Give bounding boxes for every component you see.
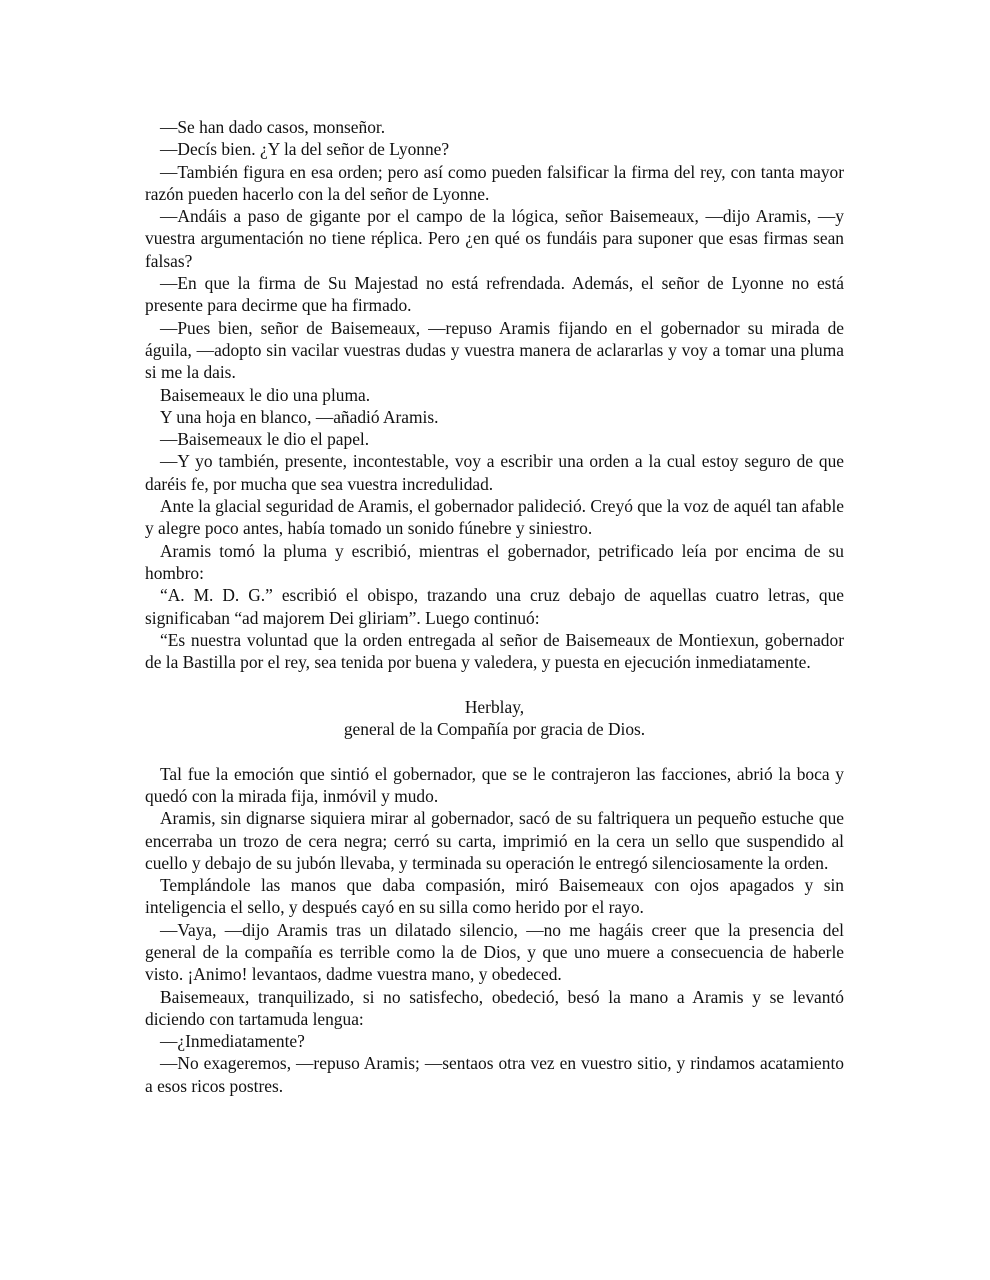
text-block-before (145, 116, 844, 673)
paragraph: Templándole las manos que daba compasión, miró Baisemeaux con ojos apagados y sin inteligencia el sello, y después cayó en su silla como herido por el rayo. (145, 875, 844, 918)
paragraph: Tal fue la emoción que sintió el gobernador, que se le contrajeron las facciones, abrió la boca y quedó con la mirada fija, inmóvil y mudo. (145, 763, 844, 806)
paragraph: —Y yo también, presente, incontestable, voy a escribir una orden a la cual estoy seguro de que daréis fe, por mucha que sea vuestra incredulidad. (145, 451, 844, 494)
paragraph: —En que la firma de Su Majestad no está refrendada. Además, el señor de Lyonne no está presente para decirme que ha firmado. (145, 273, 844, 316)
paragraph: —Pues bien, señor de Baisemeaux, —repuso Aramis fijando en el gobernador su mirada de águila, —adopto sin vacilar vuestras dudas y vuestra manera de aclararlas y voy a tomar una pluma si me la dais. (145, 317, 844, 383)
paragraph: —No exageremos, —repuso Aramis; —sentaos otra vez en vuestro sitio, y rindamos acatamiento a esos ricos postres. (145, 1053, 844, 1096)
paragraph: —Decís bien. ¿Y la del señor de Lyonne? (160, 139, 450, 160)
signature-title: general de la Compañía por gracia de Dios. (343, 719, 646, 740)
paragraph: —Vaya, —dijo Aramis tras un dilatado silencio, —no me hagáis creer que la presencia del general de la compañía es terrible como la de Dios, y que uno muere a consecuencia de haberle visto. ¡Animo! levantaos, dadme vuestra mano, y obedeced. (145, 919, 844, 985)
paragraph: Ante la glacial seguridad de Aramis, el gobernador palideció. Creyó que la voz de aquél tan afable y alegre poco antes, había tomado un sonido fúnebre y siniestro. (145, 496, 844, 539)
paragraph: Aramis tomó la pluma y escribió, mientras el gobernador, petrificado leía por encima de su hombro: (145, 540, 844, 583)
signature-block (145, 696, 844, 741)
text-block-after (145, 763, 844, 1097)
paragraph: —También figura en esa orden; pero así como pueden falsificar la firma del rey, con tanta mayor razón pueden hacerlo con la del señor de Lyonne. (145, 161, 844, 204)
paragraph: —Andáis a paso de gigante por el campo de la lógica, señor Baisemeaux, —dijo Aramis, —y vuestra argumentación no tiene réplica. Pero ¿en qué os fundáis para suponer que esas firmas sean falsas? (145, 206, 844, 271)
paragraph: “A. M. D. G.” escribió el obispo, trazando una cruz debajo de aquellas cuatro letras, que significaban “ad majorem Dei gliriam”. Luego continuó: (145, 585, 844, 628)
paragraph: Baisemeaux le dio una pluma. (160, 384, 371, 405)
paragraph: —¿Inmediatamente? (160, 1031, 305, 1052)
paragraph: —Baisemeaux le dio el papel. (160, 429, 370, 450)
paragraph: Y una hoja en blanco, —añadió Aramis. (160, 406, 439, 427)
paragraph: Aramis, sin dignarse siquiera mirar al gobernador, sacó de su faltriquera un pequeño estuche que encerraba un trozo de cera negra; cerró su carta, imprimió en la cera un sello que suspendido al cuello y debajo de su jubón llevaba, y terminada su operación le entregó silenciosamente la orden. (145, 808, 844, 873)
paragraph: —Se han dado casos, monseñor. (160, 117, 386, 137)
paragraph: Baisemeaux, tranquilizado, si no satisfecho, obedeció, besó la mano a Aramis y se levantó diciendo con tartamuda lengua: (145, 986, 844, 1029)
signature-name: Herblay, (464, 696, 525, 717)
document-page (145, 116, 844, 1097)
paragraph: “Es nuestra voluntad que la orden entregada al señor de Baisemeaux de Montiexun, gobernador de la Bastilla por el rey, sea tenida por buena y valedera, y puesta en ejecución inmediatamente. (145, 629, 844, 673)
